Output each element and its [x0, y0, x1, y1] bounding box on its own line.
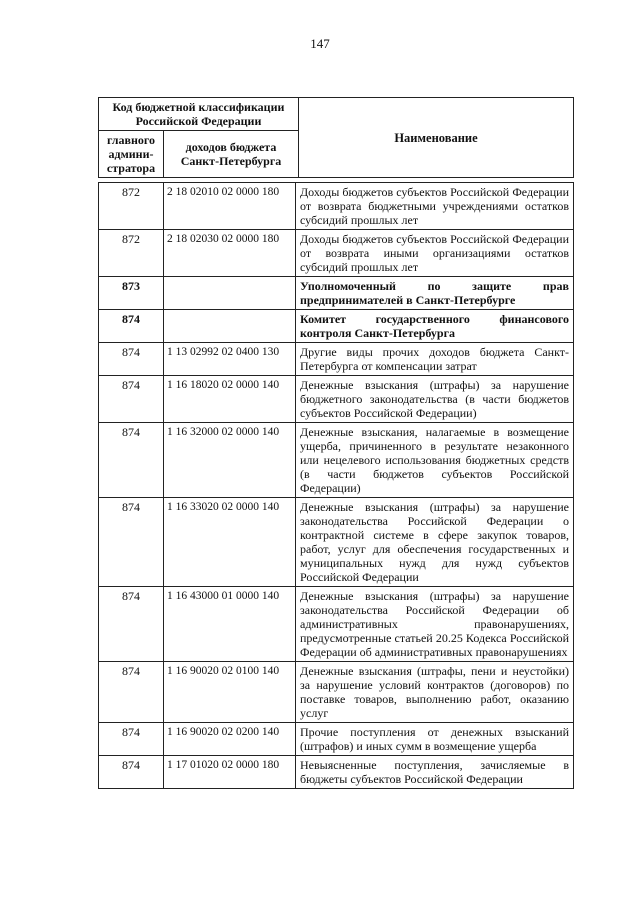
- admin-code-cell: 874: [99, 310, 164, 343]
- name-cell: Уполномоченный по защите прав предпринимателей в Санкт-Петербурге: [296, 277, 574, 310]
- admin-code-cell: 874: [99, 498, 164, 587]
- table-row: [99, 423, 574, 498]
- admin-code-cell: 872: [99, 183, 164, 230]
- admin-code-cell: 874: [99, 343, 164, 376]
- name-cell: Доходы бюджетов субъектов Российской Федерации от возврата иными организациями остатков субсидий прошлых лет: [296, 230, 574, 277]
- admin-code-cell: 874: [99, 756, 164, 789]
- name-cell: Невыясненные поступления, зачисляемые в бюджеты субъектов Российской Федерации: [296, 756, 574, 789]
- admin-code-cell: 873: [99, 277, 164, 310]
- revenue-code-cell: 1 16 32000 02 0000 140: [164, 423, 296, 498]
- header-name-column: Наименование: [299, 98, 574, 178]
- header-admin-column: главного админи-стратора: [99, 131, 164, 178]
- table-row: [99, 183, 574, 230]
- admin-code-cell: 874: [99, 723, 164, 756]
- table-row: [99, 277, 574, 310]
- name-cell: Денежные взыскания (штрафы) за нарушение законодательства Российской Федерации о контрактной системе в сфере закупок товаров, работ, услуг для обеспечения государственных и муниципальных нужд для нужд субъектов Российской Федерации: [296, 498, 574, 587]
- name-cell: Комитет государственного финансового контроля Санкт-Петербурга: [296, 310, 574, 343]
- admin-code-cell: 874: [99, 376, 164, 423]
- revenue-code-cell: 1 16 43000 01 0000 140: [164, 587, 296, 662]
- table-row: [99, 662, 574, 723]
- table-row: [99, 756, 574, 789]
- name-cell: Прочие поступления от денежных взысканий (штрафов) и иных сумм в возмещение ущерба: [296, 723, 574, 756]
- name-cell: Денежные взыскания (штрафы) за нарушение бюджетного законодательства (в части бюджетов субъектов Российской Федерации): [296, 376, 574, 423]
- name-cell: Другие виды прочих доходов бюджета Санкт-Петербурга от компенсации затрат: [296, 343, 574, 376]
- name-cell: Денежные взыскания (штрафы, пени и неустойки) за нарушение условий контрактов (договоров) по поставке товаров, выполнению работ, оказанию услуг: [296, 662, 574, 723]
- table-row: [99, 376, 574, 423]
- revenue-code-cell: 1 17 01020 02 0000 180: [164, 756, 296, 789]
- revenue-code-cell: 2 18 02030 02 0000 180: [164, 230, 296, 277]
- budget-classification-table: [98, 182, 574, 789]
- table-header: [98, 97, 574, 178]
- revenue-code-cell: 1 16 90020 02 0100 140: [164, 662, 296, 723]
- admin-code-cell: 874: [99, 662, 164, 723]
- name-cell: Денежные взыскания, налагаемые в возмещение ущерба, причиненного в результате незаконного или нецелевого использования бюджетных средств (в части бюджетов субъектов Российской Федерации): [296, 423, 574, 498]
- table-row: [99, 343, 574, 376]
- header-classification-code: Код бюджетной классификации Российской Федерации: [99, 98, 299, 131]
- table-row: [99, 230, 574, 277]
- admin-code-cell: 874: [99, 423, 164, 498]
- table-row: [99, 587, 574, 662]
- revenue-code-cell: [164, 310, 296, 343]
- revenue-code-cell: 1 16 90020 02 0200 140: [164, 723, 296, 756]
- revenue-code-cell: 2 18 02010 02 0000 180: [164, 183, 296, 230]
- table-row: [99, 310, 574, 343]
- header-revenue-column: доходов бюджета Санкт-Петербурга: [164, 131, 299, 178]
- table-row: [99, 498, 574, 587]
- name-cell: Доходы бюджетов субъектов Российской Федерации от возврата бюджетными учреждениями остатков субсидий прошлых лет: [296, 183, 574, 230]
- table-row: [99, 723, 574, 756]
- revenue-code-cell: 1 13 02992 02 0400 130: [164, 343, 296, 376]
- page-number: 147: [310, 36, 330, 51]
- revenue-code-cell: [164, 277, 296, 310]
- admin-code-cell: 874: [99, 587, 164, 662]
- name-cell: Денежные взыскания (штрафы) за нарушение законодательства Российской Федерации об административных правонарушениях, предусмотренные статьей 20.25 Кодекса Российской Федерации об административных правонарушениях: [296, 587, 574, 662]
- admin-code-cell: 872: [99, 230, 164, 277]
- revenue-code-cell: 1 16 18020 02 0000 140: [164, 376, 296, 423]
- revenue-code-cell: 1 16 33020 02 0000 140: [164, 498, 296, 587]
